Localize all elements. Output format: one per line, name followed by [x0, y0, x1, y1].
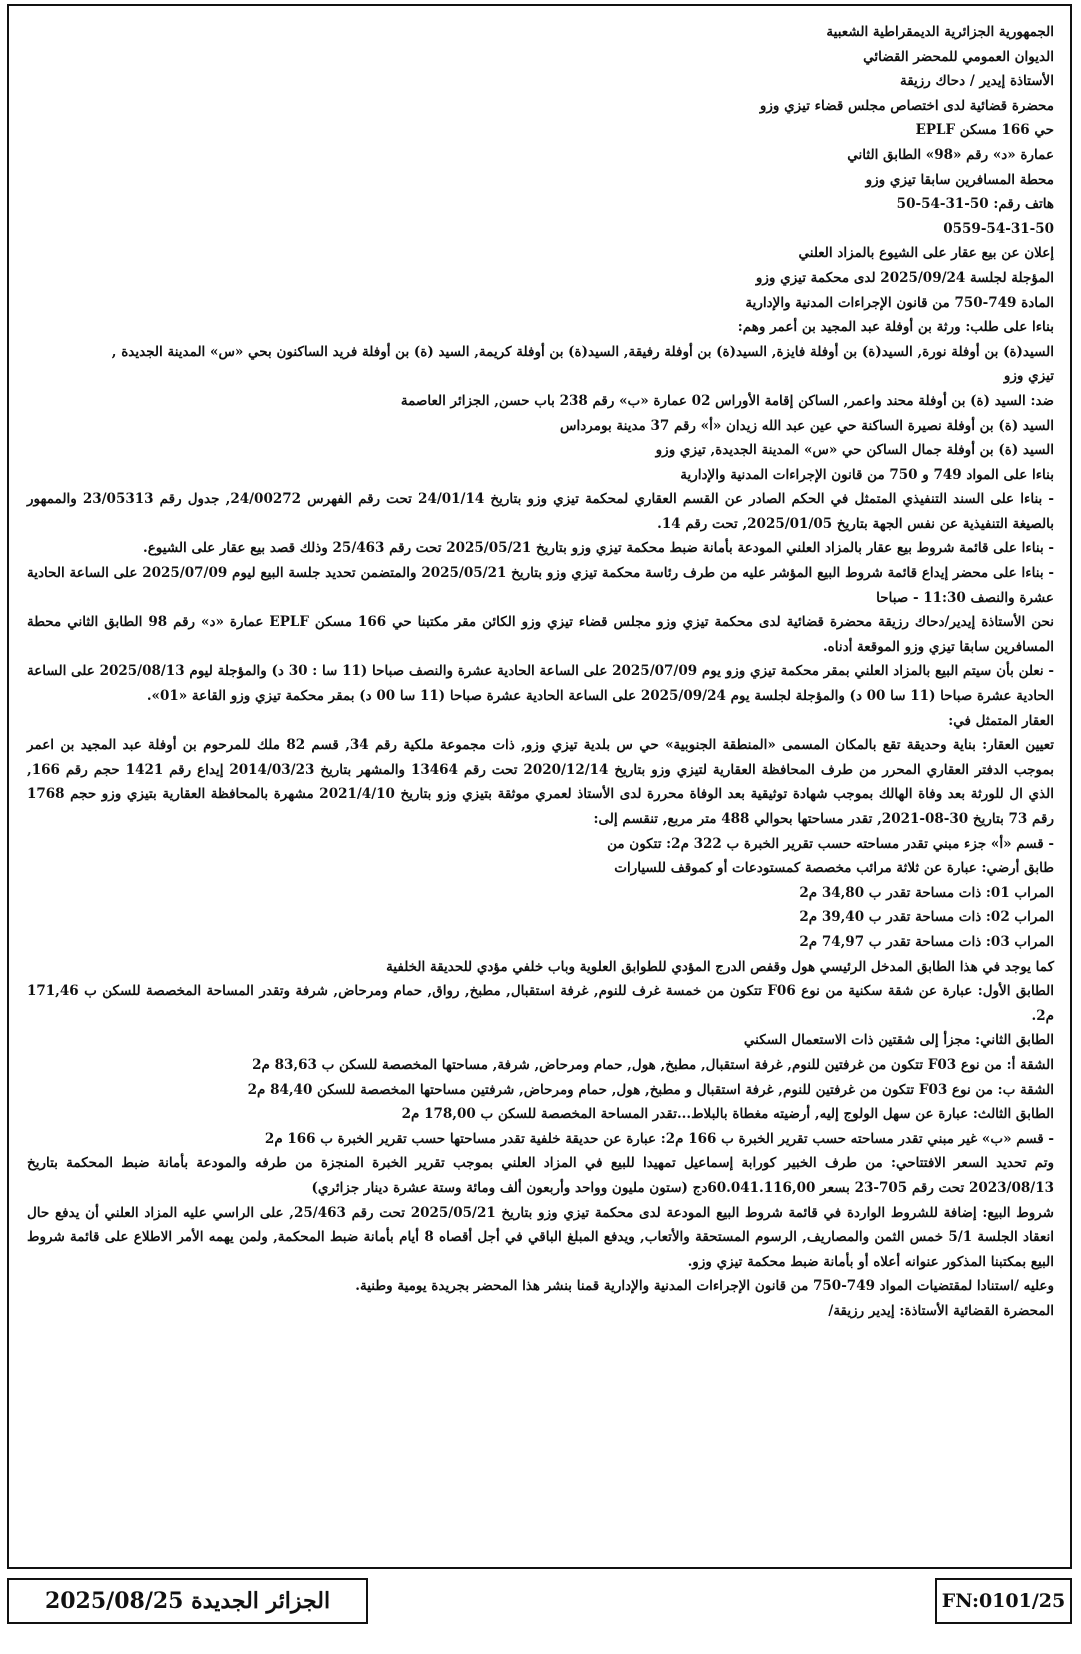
garage-line-2: المراب 02: ذات مساحة تقدر ب 39,40 م2	[799, 909, 1054, 926]
apartment-b-line: الشقة ب: من نوع F03 تتكون من غرفتين للنوم, غرفة استقبال و مطبخ, هول, حمام ومرحاض, شرفتين مساحتها المخصصة للسكن 84,40 م2	[247, 1081, 1054, 1098]
heirs-paragraph: السيد(ة) بن أوفلة نورة, السيد(ة) بن أوفلة فايزة, السيد(ة) بن أوفلة رفيقة, السيد(ة) بن أوفلة كريمة, السيد (ة) بن أوفلة فريد الساكنون بحي «س» المدينة الجديدة ,	[111, 343, 1054, 360]
section-a-line: - قسم «أ» جزء مبني تقدر مساحته حسب تقرير الخبرة ب 322 م2: تتكون من	[607, 835, 1054, 852]
announcement-body	[9, 6, 1070, 1323]
against-line-3: السيد (ة) بن أوفلة جمال الساكن حي «س» المدينة الجديدة, تيزي وزو	[655, 442, 1054, 459]
announcement-frame	[7, 4, 1072, 1569]
address-line-1: حي 166 مسكن EPLF	[915, 122, 1054, 139]
file-number: FN:0101/25	[941, 1590, 1066, 1612]
property-heading: العقار المتمثل في:	[948, 712, 1054, 729]
second-floor-line: الطابق الثاني: مجزأ إلى شقتين ذات الاستعمال السكني	[743, 1032, 1054, 1049]
announcement-title: إعلان عن بيع عقار على الشيوع بالمزاد العلني	[798, 245, 1054, 262]
basis-paragraph-3: - بناءا على محضر إيداع قائمة شروط البيع المؤشر عليه من طرف رئاسة محكمة تيزي وزو بتاريخ 2025/05/21 والمتضمن تحديد جلسة البيع ليوم 2025/07/09 على الساعة الحادية عشرة والنصف 11:30 - صباحا	[27, 565, 1054, 606]
publication-line: وعليه /استنادا لمقتضيات المواد 749-750 من قانون الإجراءات المدنية والإدارية قمنا بنشر هذا المحضر بجريدة يومية وطنية.	[355, 1278, 1054, 1295]
first-floor-paragraph: الطابق الأول: عبارة عن شقة سكنية من نوع F06 تتكون من خمسة غرف للنوم, غرفة استقبال, مطبخ, رواق, حمام ومرحاض, شرفة وتقدر المساحة المخصصة للسكن ب 171,46 م2.	[27, 983, 1054, 1024]
opening-price-paragraph: وتم تحديد السعر الافتتاحي: من طرف الخبير كورابة إسماعيل تمهيدا للبيع في المزاد العلني بموجب تقرير الخبرة المنجزة من طرفه والمودعة بأمانة ضبط المحكمة بتاريخ 2023/08/13 تحت رقم 705-23 بسعر 60.041.116,00دج (ستون مليون وواحد وأربعون ألف ومائة وستة عشرة دينار جزائري)	[27, 1155, 1054, 1196]
sale-conditions-paragraph: شروط البيع: إضافة للشروط الواردة في قائمة شروط البيع المودعة لدى محكمة تيزي وزو بتاريخ 2025/05/21 تحت رقم 25/463, على الراسي عليه المزاد العلني أن يدفع حال انعقاد الجلسة 5/1 خمس الثمن والمصاريف, الرسوم المستحقة والأتعاب, ويدفع المبلغ الباقي في أجل أقصاه 8 أيام بأمانة ضبط المحكمة, ولمن يهمه الأمر الاطلاع على قائمة شروط البيع بمكتبنا المذكور عنوانه أعلاه أو بأمانة ضبط محكمة تيزي وزو.	[27, 1204, 1054, 1270]
ground-floor-extra: كما يوجد في هذا الطابق المدخل الرئيسي هول وقفص الدرج المؤدي للطوابق العلوية وباب خلفي مؤدي للحديقة الخلفية	[386, 958, 1054, 975]
legal-basis-line: بناءا على المواد 749 و 750 من قانون الإجراءات المدنية والإدارية	[680, 466, 1054, 483]
signature-line: المحضرة القضائية الأستاذة: إيدير رزيقة/	[828, 1302, 1054, 1319]
request-line: بناءا على طلب: ورثة بن أوفلة عبد المجيد بن أعمر وهم:	[737, 319, 1054, 336]
against-line-2: السيد (ة) بن أوفلة نصيرة الساكنة حي عين عبد الله زيدان «أ» رقم 37 مدينة بومرداس	[560, 417, 1054, 434]
publication-info-box	[7, 1578, 368, 1624]
phone-line-2: 0559-54-31-50	[943, 220, 1054, 237]
address-line-3: محطة المسافرين سابقا تيزي وزو	[865, 171, 1054, 188]
jurisdiction-line: محضرة قضائية لدى اختصاص مجلس قضاء تيزي وزو	[759, 97, 1054, 114]
publication-info: الجزائر الجديدة 2025/08/25	[44, 1588, 331, 1614]
postponed-line: المؤجلة لجلسة 2025/09/24 لدى محكمة تيزي وزو	[755, 269, 1054, 286]
ground-floor-line: طابق أرضي: عبارة عن ثلاثة مرائب مخصصة كمستودعات أو كموقف للسيارات	[614, 860, 1054, 877]
bailiff-statement: نحن الأستاذة إيدير/دحاك رزيقة محضرة قضائية لدى محكمة تيزي وزو مجلس قضاء تيزي وزو الكائن مقر مكتبنا حي 166 مسكن EPLF عمارة «د» رقم 98 الطابق الثاني محطة المسافرين سابقا تيزي وزو الموقعة أدناه.	[27, 614, 1054, 655]
garage-line-3: المراب 03: ذات مساحة تقدر ب 74,97 م2	[799, 933, 1054, 950]
phone-line: هاتف رقم: 50-31-54-50	[896, 196, 1054, 213]
sale-notice: - نعلن بأن سيتم البيع بالمزاد العلني بمقر محكمة تيزي وزو يوم 2025/07/09 على الساعة الحادية عشرة والنصف صباحا (11 سا : 30 د) والمؤجلة ليوم 2025/08/13 على الساعة الحادية عشرة صباحا (11 سا 00 د) والمؤجلة لجلسة يوم 2025/09/24 على الساعة الحادية عشرة صباحا (11 سا 00 د) بمقر محكمة تيزي وزو القاعة «01».	[27, 663, 1054, 705]
bailiff-name: الأستاذة إيدير / دحاك رزيقة	[899, 73, 1054, 90]
articles-line: المادة 749-750 من قانون الإجراءات المدنية والإدارية	[745, 294, 1054, 311]
property-description: تعيين العقار: بناية وحديقة تقع بالمكان المسمى «المنطقة الجنوبية» حي س بلدية تيزي وزو, ذات مجموعة ملكية رقم 34, قسم 82 ملك للمرحوم بن أوفلة عبد المجيد بن اعمر بموجب الدفتر العقاري المحرر من طرف المحافظة العقارية لتيزي وزو بتاريخ 2020/12/14 تحت رقم 13464 والمشهر بتاريخ 2014/03/23 إيداع رقم 1421 حجم رقم 166, الذي ال للورثة بعد وفاة الهالك بموجب شهادة توثيقية بعد الوفاة محررة لدى الأستاذ لعمري موثقة بتيزي وزو بتاريخ 2021/4/10 مشهرة بالمحافظة العقارية بتيزي وزو حجم 1768 رقم 73 بتاريخ 30-08-2021, تقدر مساحتها بحوالي 488 متر مربع, تنقسم إلى:	[27, 737, 1055, 827]
garage-line-1: المراب 01: ذات مساحة تقدر ب 34,80 م2	[799, 884, 1054, 901]
basis-paragraph-1: - بناءا على السند التنفيذي المتمثل في الحكم الصادر عن القسم العقاري لمحكمة تيزي وزو بتاريخ 24/01/14 تحت رقم الفهرس 24/00272, جدول رقم 23/05313 والممهور بالصيغة التنفيذية عن نفس الجهة بتاريخ 2025/01/05, تحت رقم 14.	[27, 491, 1054, 532]
third-floor-line: الطابق الثالث: عبارة عن سهل الولوج إليه, أرضيته مغطاة بالبلاط...تقدر المساحة المخصصة للسكن ب 178,00 م2	[401, 1106, 1054, 1123]
apartment-a-line: الشقة أ: من نوع F03 تتكون من غرفتين للنوم, غرفة استقبال, مطبخ, هول, حمام ومرحاض, شرفة, مساحتها المخصصة للسكن ب 83,63 م2	[252, 1056, 1054, 1073]
against-line-1: ضد: السيد (ة) بن أوفلة محند واعمر, الساكن إقامة الأوراس 02 عمارة «ب» رقم 238 باب حسن, الجزائر العاصمة	[400, 392, 1054, 409]
section-b-line: - قسم «ب» غير مبني تقدر مساحته حسب تقرير الخبرة ب 166 م2: عبارة عن حديقة خلفية تقدر مساحتها حسب تقرير الخبرة ب 166 م2	[264, 1130, 1054, 1147]
address-line-2: عمارة «د» رقم «98» الطابق الثاني	[847, 146, 1054, 163]
heirs-city: تيزي وزو	[1003, 368, 1054, 385]
file-number-box	[935, 1578, 1072, 1624]
office-line: الديوان العمومي للمحضر القضائي	[863, 48, 1054, 65]
basis-paragraph-2: - بناءا على قائمة شروط بيع عقار بالمزاد العلني المودعة بأمانة ضبط محكمة تيزي وزو بتاريخ 2025/05/21 تحت رقم 25/463 وذلك قصد بيع عقار على الشيوع.	[143, 540, 1054, 557]
republic-line: الجمهورية الجزائرية الديمقراطية الشعبية	[826, 24, 1054, 40]
